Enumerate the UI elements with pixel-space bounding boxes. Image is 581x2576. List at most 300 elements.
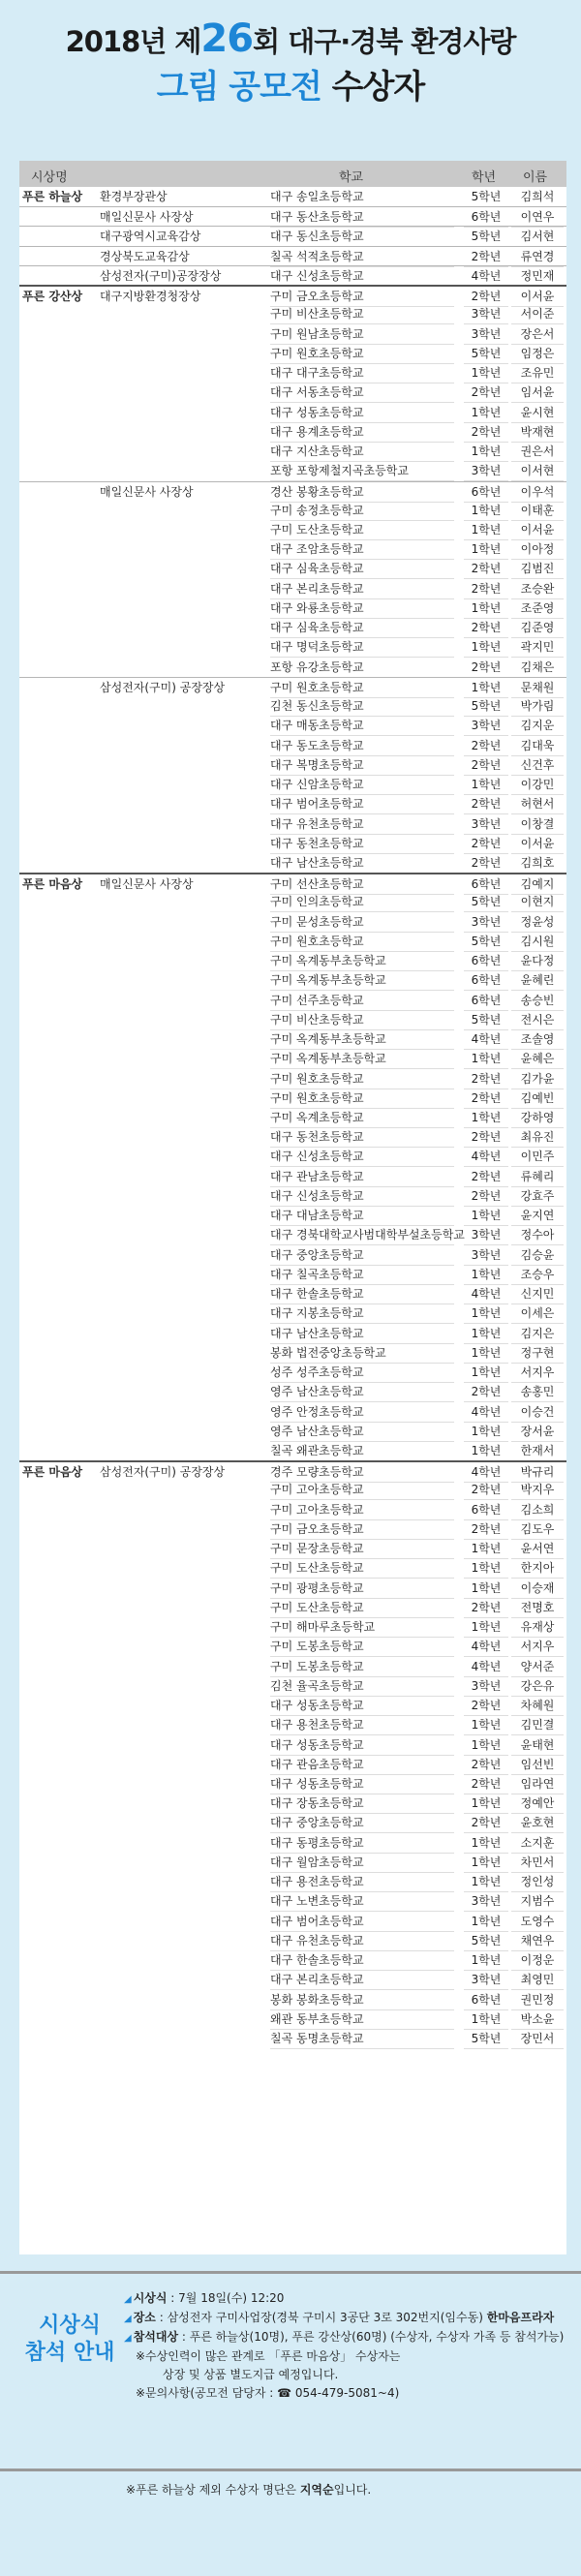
- school-cell: 대구 대남초등학교: [270, 1206, 454, 1226]
- grade-cell: 2학년: [464, 1069, 508, 1089]
- table-row: [19, 1069, 566, 1089]
- school-cell: 구미 원호초등학교: [270, 344, 454, 364]
- table-row: [19, 206, 566, 226]
- name-cell: 이현지: [511, 892, 564, 912]
- grade-cell: 1학년: [464, 1833, 508, 1854]
- school-cell: 대구 용계초등학교: [270, 422, 454, 443]
- grade-cell: 2학년: [464, 1755, 508, 1775]
- table-row: [19, 246, 566, 265]
- grade-cell: 2학년: [464, 247, 508, 267]
- grade-cell: 2학년: [464, 1696, 508, 1716]
- header-name: 이름: [523, 170, 548, 185]
- table-row: [19, 1422, 566, 1441]
- grade-cell: 2학년: [464, 618, 508, 638]
- school-cell: 대구 매동초등학교: [270, 716, 454, 736]
- school-cell: 칠곡 왜관초등학교: [270, 1441, 454, 1461]
- name-cell: 윤호현: [511, 1813, 564, 1833]
- table-row: [19, 1010, 566, 1029]
- school-cell: 대구 남산초등학교: [270, 853, 454, 874]
- name-cell: 신건후: [511, 755, 564, 776]
- table-row: [19, 383, 566, 402]
- note-line1: ※수상인력이 많은 관계로 「푸른 마음상」 수상자는: [136, 2349, 401, 2363]
- name-cell: 이서윤: [511, 520, 564, 540]
- table-row: [19, 1382, 566, 1401]
- school-cell: 구미 선주초등학교: [270, 991, 454, 1011]
- name-cell: 서지우: [511, 1637, 564, 1657]
- name-cell: 이세은: [511, 1303, 564, 1324]
- table-row: [19, 2009, 566, 2029]
- school-cell: 대구 중앙초등학교: [270, 1245, 454, 1266]
- grade-cell: 6학년: [464, 482, 508, 503]
- name-cell: 임서윤: [511, 383, 564, 403]
- subtitle-emphasis: 그림 공모전: [156, 68, 321, 107]
- grade-cell: 2학년: [464, 1167, 508, 1187]
- name-cell: 곽지민: [511, 637, 564, 658]
- school-cell: 봉화 봉화초등학교: [270, 1990, 454, 2010]
- table-row: [19, 1303, 566, 1323]
- name-cell: 윤태현: [511, 1735, 564, 1756]
- table-row: [19, 932, 566, 951]
- grade-cell: 1학년: [464, 1872, 508, 1892]
- table-row: [19, 1029, 566, 1049]
- table-row: [19, 1912, 566, 1931]
- name-cell: 신지민: [511, 1284, 564, 1304]
- school-cell: 대구 대구초등학교: [270, 363, 454, 383]
- grade-cell: 2학년: [464, 1186, 508, 1207]
- grade-cell: 2학년: [464, 422, 508, 443]
- ceremony-title-line2: 참석 안내: [24, 2341, 115, 2365]
- grade-cell: 1학년: [464, 1206, 508, 1226]
- school-cell: 대구 동천초등학교: [270, 1127, 454, 1148]
- table-row: [19, 892, 566, 911]
- school-cell: 구미 금오초등학교: [270, 287, 454, 307]
- school-cell: 대구 신암초등학교: [270, 775, 454, 795]
- table-row: [19, 1950, 566, 1970]
- table-row: [19, 520, 566, 539]
- school-cell: 대구 와룡초등학교: [270, 598, 454, 619]
- page-title: [0, 16, 581, 61]
- name-cell: 이서윤: [511, 834, 564, 854]
- table-row: [19, 1755, 566, 1774]
- table-row: [19, 1225, 566, 1244]
- table-row: [19, 991, 566, 1010]
- school-cell: 포항 유강초등학교: [270, 658, 454, 678]
- grade-cell: 2학년: [464, 834, 508, 854]
- school-cell: 대구 신성초등학교: [270, 266, 454, 287]
- bullet-icon: ◢: [124, 2294, 132, 2305]
- table-row: [19, 637, 566, 657]
- table-header: [19, 161, 566, 187]
- name-cell: 김승윤: [511, 1245, 564, 1266]
- school-cell: 김천 동신초등학교: [270, 696, 454, 717]
- table-row: [19, 696, 566, 716]
- name-cell: 도영수: [511, 1912, 564, 1932]
- school-cell: 칠곡 석적초등학교: [270, 247, 454, 267]
- grade-cell: 6학년: [464, 991, 508, 1011]
- table-row: [19, 539, 566, 559]
- grade-cell: 4학년: [464, 1657, 508, 1677]
- grade-cell: 1학년: [464, 1539, 508, 1559]
- table-row: [19, 951, 566, 970]
- table-row: [19, 1872, 566, 1891]
- ceremony-details: [124, 2289, 574, 2403]
- name-cell: 윤다정: [511, 951, 564, 971]
- sponsor-cell: 매일신문사 사장상: [100, 210, 194, 225]
- name-cell: 소지훈: [511, 1833, 564, 1854]
- grade-cell: 1학년: [464, 363, 508, 383]
- name-cell: 박지우: [511, 1480, 564, 1500]
- grade-cell: 2학년: [464, 1519, 508, 1540]
- contact-line: ※문의사항(공모전 담당자 : ☎ 054-479-5081~4): [136, 2386, 400, 2400]
- name-cell: 최영민: [511, 1970, 564, 1990]
- table-row: [19, 1676, 566, 1696]
- grade-cell: 1학년: [464, 1422, 508, 1442]
- name-cell: 서이준: [511, 304, 564, 324]
- grade-cell: 2학년: [464, 1774, 508, 1794]
- school-cell: 대구 신성초등학교: [270, 1186, 454, 1207]
- name-cell: 김소희: [511, 1500, 564, 1520]
- name-cell: 임라연: [511, 1774, 564, 1794]
- table-row: [19, 1108, 566, 1127]
- grade-cell: 5학년: [464, 2029, 508, 2049]
- name-cell: 조승우: [511, 1265, 564, 1285]
- table-row: [19, 658, 566, 677]
- ceremony-title-line1: 시상식: [39, 2314, 101, 2338]
- name-cell: 권은서: [511, 442, 564, 462]
- table-row: [19, 304, 566, 323]
- school-cell: 대구 신성초등학교: [270, 1147, 454, 1167]
- name-cell: 김지은: [511, 1324, 564, 1344]
- school-cell: 대구 유천초등학교: [270, 1931, 454, 1951]
- table-row: [19, 559, 566, 578]
- grade-cell: 3학년: [464, 912, 508, 933]
- grade-cell: 2학년: [464, 1089, 508, 1109]
- poster-header: [0, 0, 581, 134]
- name-cell: 송승빈: [511, 991, 564, 1011]
- table-row: [19, 344, 566, 363]
- school-cell: 대구 본리초등학교: [270, 1970, 454, 1990]
- table-row: [19, 814, 566, 834]
- grade-cell: 5학년: [464, 187, 508, 207]
- school-cell: 왜관 동부초등학교: [270, 2009, 454, 2030]
- school-cell: 영주 남산초등학교: [270, 1422, 454, 1442]
- table-row: [19, 1813, 566, 1832]
- footnote-emphasis: 지역순: [299, 2483, 334, 2497]
- grade-cell: 5학년: [464, 1010, 508, 1030]
- school-cell: 대구 월암초등학교: [270, 1853, 454, 1873]
- table-row: [19, 461, 566, 480]
- place-value: : 삼성전자 구미사업장(경북 구미시 3공단 3로 302번지(임수동): [155, 2311, 487, 2324]
- name-cell: 강은유: [511, 1676, 564, 1697]
- school-cell: 대구 동도초등학교: [270, 736, 454, 756]
- name-cell: 이서현: [511, 461, 564, 481]
- table-row: [19, 873, 566, 892]
- table-row: [19, 1402, 566, 1422]
- grade-cell: 2학년: [464, 755, 508, 776]
- name-cell: 한지아: [511, 1558, 564, 1579]
- name-cell: 윤지연: [511, 1206, 564, 1226]
- ceremony-place: [124, 2309, 574, 2328]
- grade-cell: 1학년: [464, 1558, 508, 1579]
- table-row: [19, 1617, 566, 1637]
- name-cell: 문채원: [511, 678, 564, 698]
- grade-cell: 5학년: [464, 227, 508, 247]
- grade-cell: 1학년: [464, 1441, 508, 1461]
- table-row: [19, 1245, 566, 1265]
- name-cell: 임선빈: [511, 1755, 564, 1775]
- table-row: [19, 1089, 566, 1108]
- grade-cell: 2학년: [464, 1813, 508, 1833]
- name-cell: 지범수: [511, 1891, 564, 1912]
- table-row: [19, 1558, 566, 1578]
- name-cell: 조솔영: [511, 1029, 564, 1050]
- table-row: [19, 324, 566, 344]
- grade-cell: 1학년: [464, 598, 508, 619]
- name-cell: 김민결: [511, 1715, 564, 1735]
- table-row: [19, 187, 566, 206]
- table-row: [19, 736, 566, 755]
- grade-cell: 1학년: [464, 1049, 508, 1069]
- school-cell: 구미 옥계동부초등학교: [270, 1029, 454, 1050]
- grade-cell: 1학년: [464, 501, 508, 521]
- name-cell: 이승건: [511, 1402, 564, 1423]
- name-cell: 조준영: [511, 598, 564, 619]
- name-cell: 정수아: [511, 1225, 564, 1245]
- name-cell: 박규리: [511, 1462, 564, 1483]
- name-cell: 정예안: [511, 1794, 564, 1814]
- school-cell: 구미 옥계동부초등학교: [270, 970, 454, 991]
- table-row: [19, 1284, 566, 1303]
- school-cell: 구미 원호초등학교: [270, 678, 454, 698]
- grade-cell: 4학년: [464, 1402, 508, 1423]
- table-row: [19, 1794, 566, 1813]
- grade-cell: 1학년: [464, 1108, 508, 1128]
- grade-cell: 5학년: [464, 932, 508, 952]
- grade-cell: 1학년: [464, 442, 508, 462]
- grade-cell: 3학년: [464, 1970, 508, 1990]
- ceremony-time: [124, 2289, 574, 2309]
- school-cell: 구미 송정초등학교: [270, 501, 454, 521]
- school-cell: 대구 중앙초등학교: [270, 1813, 454, 1833]
- grade-cell: 3학년: [464, 461, 508, 481]
- grade-cell: 1학년: [464, 403, 508, 423]
- table-row: [19, 1931, 566, 1950]
- place-venue: 한마음프라자: [486, 2311, 555, 2324]
- school-cell: 구미 옥계동부초등학교: [270, 951, 454, 971]
- school-cell: 영주 안정초등학교: [270, 1402, 454, 1423]
- page-subtitle: [0, 67, 581, 107]
- name-cell: 유재상: [511, 1617, 564, 1638]
- table-row: [19, 1735, 566, 1755]
- grade-cell: 4학년: [464, 1284, 508, 1304]
- name-cell: 허현서: [511, 794, 564, 814]
- table-row: [19, 403, 566, 422]
- school-cell: 구미 문장초등학교: [270, 1539, 454, 1559]
- name-cell: 이우석: [511, 482, 564, 503]
- school-cell: 대구 칠곡초등학교: [270, 1265, 454, 1285]
- school-cell: 대구 심육초등학교: [270, 559, 454, 579]
- time-value: : 7월 18일(수) 12:20: [167, 2291, 285, 2305]
- table-row: [19, 677, 566, 696]
- name-cell: 이서윤: [511, 287, 564, 307]
- grade-cell: 2학년: [464, 853, 508, 874]
- table-row: [19, 422, 566, 442]
- winners-table: [19, 161, 566, 2254]
- table-row: [19, 1441, 566, 1460]
- table-row: [19, 716, 566, 735]
- table-row: [19, 912, 566, 932]
- school-cell: 구미 옥계초등학교: [270, 1108, 454, 1128]
- school-cell: 대구 조암초등학교: [270, 539, 454, 560]
- sponsor-cell: 경상북도교육감상: [100, 249, 190, 263]
- grade-cell: 1학년: [464, 1853, 508, 1873]
- name-cell: 한재서: [511, 1441, 564, 1461]
- grade-cell: 1학년: [464, 539, 508, 560]
- table-row: [19, 598, 566, 618]
- grade-cell: 1학년: [464, 520, 508, 540]
- table-row: [19, 1853, 566, 1872]
- name-cell: 이아정: [511, 539, 564, 560]
- table-row: [19, 1579, 566, 1598]
- school-cell: 구미 원호초등학교: [270, 932, 454, 952]
- sponsor-cell: 환경부장관상: [100, 190, 168, 203]
- school-cell: 구미 선산초등학교: [270, 874, 454, 895]
- school-cell: 대구 노변초등학교: [270, 1891, 454, 1912]
- table-row: [19, 1206, 566, 1225]
- school-cell: 구미 해마루초등학교: [270, 1617, 454, 1638]
- table-row: [19, 1167, 566, 1186]
- school-cell: 대구 본리초등학교: [270, 579, 454, 599]
- table-row: [19, 1343, 566, 1363]
- grade-cell: 6학년: [464, 874, 508, 895]
- table-row: [19, 1970, 566, 1989]
- school-cell: 구미 도산초등학교: [270, 520, 454, 540]
- name-cell: 김예빈: [511, 1089, 564, 1109]
- name-cell: 최유진: [511, 1127, 564, 1148]
- name-cell: 송홍민: [511, 1382, 564, 1402]
- grade-cell: 2학년: [464, 1480, 508, 1500]
- table-row: [19, 1696, 566, 1715]
- school-cell: 대구 범어초등학교: [270, 794, 454, 814]
- grade-cell: 6학년: [464, 1990, 508, 2010]
- name-cell: 박재현: [511, 422, 564, 443]
- grade-cell: 4학년: [464, 1029, 508, 1050]
- table-row: [19, 1657, 566, 1676]
- school-cell: 구미 비산초등학교: [270, 1010, 454, 1030]
- grade-cell: 1학년: [464, 1715, 508, 1735]
- award-cell: 푸른 강산상: [22, 290, 83, 304]
- grade-cell: 1학년: [464, 1794, 508, 1814]
- school-cell: 대구 범어초등학교: [270, 1912, 454, 1932]
- name-cell: 김범진: [511, 559, 564, 579]
- table-row: [19, 1363, 566, 1382]
- grade-cell: 3학년: [464, 324, 508, 345]
- name-cell: 김가윤: [511, 1069, 564, 1089]
- school-cell: 포항 포항제철지곡초등학교: [270, 461, 454, 481]
- table-row: [19, 1127, 566, 1147]
- school-cell: 구미 옥계동부초등학교: [270, 1049, 454, 1069]
- name-cell: 이창결: [511, 814, 564, 835]
- school-cell: 구미 문성초등학교: [270, 912, 454, 933]
- school-cell: 대구 성동초등학교: [270, 1774, 454, 1794]
- grade-cell: 1학년: [464, 1735, 508, 1756]
- grade-cell: 2학년: [464, 1127, 508, 1148]
- grade-cell: 6학년: [464, 1500, 508, 1520]
- school-cell: 대구 송일초등학교: [270, 187, 454, 207]
- name-cell: 이정운: [511, 1950, 564, 1971]
- school-cell: 구미 고아초등학교: [270, 1500, 454, 1520]
- name-cell: 김도우: [511, 1519, 564, 1540]
- name-cell: 차혜원: [511, 1696, 564, 1716]
- name-cell: 정윤성: [511, 912, 564, 933]
- name-cell: 이태훈: [511, 501, 564, 521]
- table-row: [19, 1833, 566, 1853]
- note-line2: 상장 및 상품 별도지급 예정입니다.: [163, 2368, 339, 2381]
- school-cell: 대구 동천초등학교: [270, 834, 454, 854]
- name-cell: 김대욱: [511, 736, 564, 756]
- header-grade: 학년: [472, 170, 497, 185]
- grade-cell: 1학년: [464, 1303, 508, 1324]
- school-cell: 구미 도산초등학교: [270, 1598, 454, 1618]
- school-cell: 대구 용천초등학교: [270, 1715, 454, 1735]
- grade-cell: 1학년: [464, 678, 508, 698]
- table-row: [19, 794, 566, 813]
- grade-cell: 2학년: [464, 579, 508, 599]
- school-cell: 대구 유천초등학교: [270, 814, 454, 835]
- name-cell: 장서윤: [511, 1422, 564, 1442]
- name-cell: 임정은: [511, 344, 564, 364]
- table-row: [19, 618, 566, 637]
- grade-cell: 2학년: [464, 658, 508, 678]
- name-cell: 장은서: [511, 324, 564, 345]
- school-cell: 구미 도봉초등학교: [270, 1657, 454, 1677]
- time-label: 시상식: [133, 2291, 168, 2305]
- school-cell: 대구 동산초등학교: [270, 207, 454, 228]
- school-cell: 대구 성동초등학교: [270, 1735, 454, 1756]
- name-cell: 김채은: [511, 658, 564, 678]
- name-cell: 김시원: [511, 932, 564, 952]
- sponsor-cell: 대구지방환경청장상: [100, 290, 201, 304]
- grade-cell: 1학년: [464, 1912, 508, 1932]
- grade-cell: 1학년: [464, 1950, 508, 1971]
- school-cell: 봉화 법전중앙초등학교: [270, 1343, 454, 1364]
- name-cell: 김희석: [511, 187, 564, 207]
- school-cell: 구미 도봉초등학교: [270, 1637, 454, 1657]
- name-cell: 박소윤: [511, 2009, 564, 2030]
- table-row: [19, 442, 566, 461]
- grade-cell: 2학년: [464, 1382, 508, 1402]
- name-cell: 류혜리: [511, 1167, 564, 1187]
- table-row: [19, 1265, 566, 1284]
- school-cell: 경산 봉황초등학교: [270, 482, 454, 503]
- sponsor-cell: 삼성전자(구미) 공장장상: [100, 1465, 226, 1480]
- school-cell: 구미 원남초등학교: [270, 324, 454, 345]
- name-cell: 장민서: [511, 2029, 564, 2049]
- school-cell: 대구 서동초등학교: [270, 383, 454, 403]
- table-row: [19, 1519, 566, 1539]
- footnote-end: 입니다.: [333, 2483, 372, 2497]
- table-row: [19, 1324, 566, 1343]
- bullet-icon: ◢: [124, 2333, 132, 2344]
- footnote-text: ※푸른 하늘상 제외 수상자 명단은: [126, 2483, 300, 2497]
- award-cell: 푸른 마음상: [22, 877, 83, 892]
- table-row: [19, 1460, 566, 1480]
- table-row: [19, 1774, 566, 1794]
- table-row: [19, 579, 566, 598]
- school-cell: 김천 율곡초등학교: [270, 1676, 454, 1697]
- name-cell: 김지운: [511, 716, 564, 736]
- header-school: 학교: [339, 170, 364, 185]
